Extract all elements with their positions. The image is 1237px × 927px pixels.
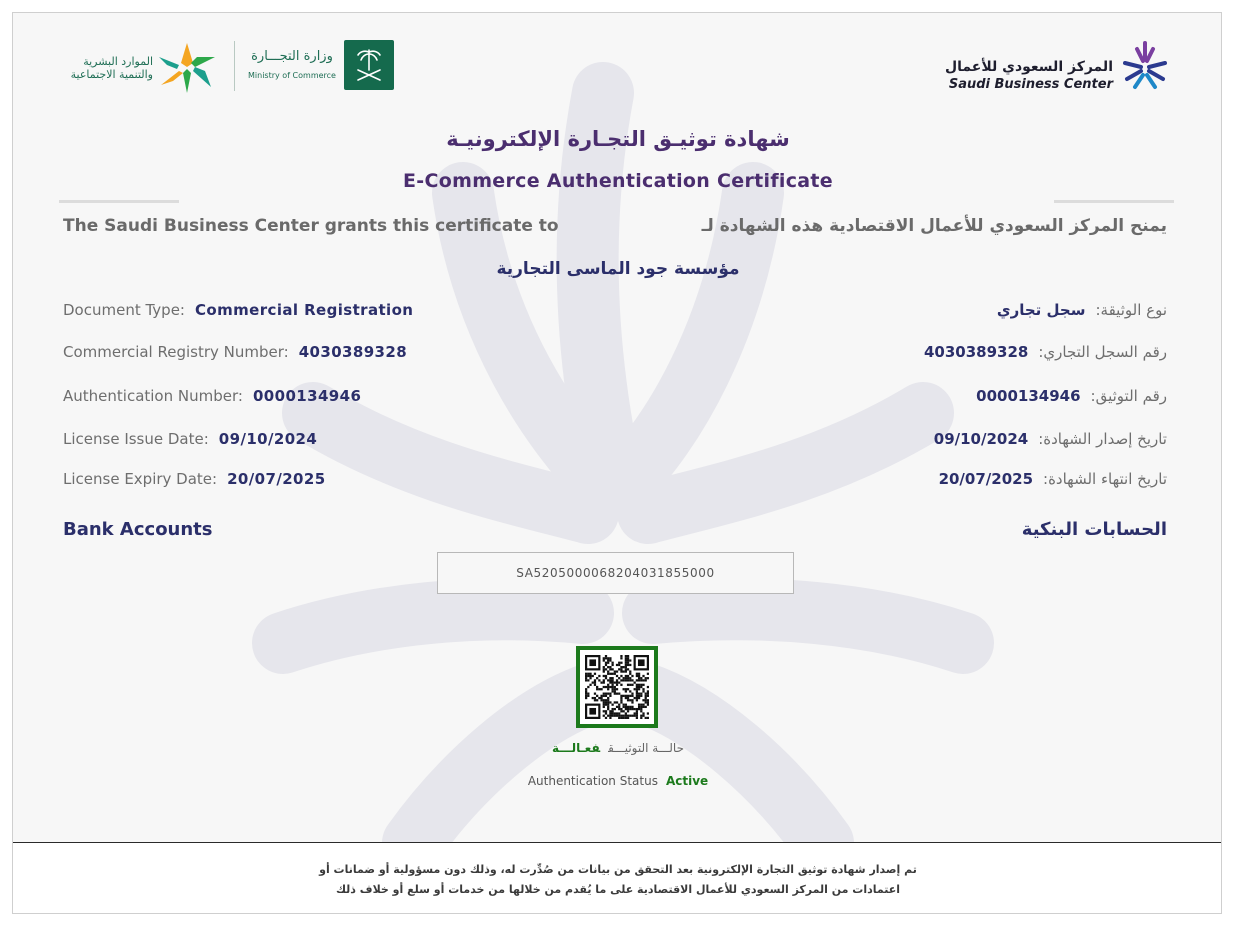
cr-number-row-en	[63, 343, 407, 361]
auth-number-value: 0000134946	[252, 387, 362, 405]
iban-value: SA5205000068204031855000	[516, 566, 715, 580]
status-row-en	[13, 774, 1222, 788]
document-type-label: Document Type:	[63, 301, 185, 319]
sbc-name-ar: المركز السعودي للأعمال	[945, 59, 1113, 75]
status-value-en: Active	[665, 774, 709, 788]
cr-number-label: Commercial Registry Number:	[63, 343, 289, 361]
auth-number-label-ar: رقم التوثيق:	[1090, 387, 1167, 405]
certificate	[12, 12, 1222, 914]
saudi-emblem-icon	[344, 40, 394, 90]
cr-number-label-ar: رقم السجل التجاري:	[1038, 343, 1167, 361]
expiry-date-row-en	[63, 470, 326, 488]
footer-line-1: تم إصدار شهادة توثيق التجارة الإلكترونية بعد التحقق من بيانات من صُدِّرت له، وذلك دون مسؤولية أو ضمانات أو	[319, 863, 917, 876]
auth-number-value-ar: 0000134946	[976, 387, 1081, 405]
grant-text-en: The Saudi Business Center grants this certificate to	[63, 216, 559, 236]
expiry-date-row-ar	[939, 470, 1167, 488]
footer-line-2: اعتمادات من المركز السعودي للأعمال الاقتصادية على ما يُقدم من خلالها من خدمات أو سلع أو خلاف ذلك	[335, 883, 901, 896]
issue-date-value-ar: 09/10/2024	[933, 430, 1029, 448]
auth-number-row-en	[63, 387, 361, 405]
title-ar: شهادة توثيـق التجـارة الإلكترونيـة	[446, 127, 790, 151]
issue-date-row-ar	[934, 430, 1167, 448]
divider-left	[59, 200, 179, 203]
auth-number-label: Authentication Number:	[63, 387, 243, 405]
status-label-ar: حالـــة التوثيـــق	[608, 741, 685, 755]
issue-date-label: License Issue Date:	[63, 430, 209, 448]
hr-ministry-star-icon	[155, 39, 219, 95]
bank-accounts-title-en: Bank Accounts	[63, 519, 213, 540]
title-en: E-Commerce Authentication Certificate	[403, 170, 833, 192]
hr-ministry-name	[53, 55, 153, 81]
hr-line1: الموارد البشرية	[83, 55, 153, 68]
issue-date-row-en	[63, 430, 317, 448]
auth-number-row-ar	[976, 387, 1167, 405]
divider-right	[1054, 200, 1174, 203]
moc-name-ar: وزارة التجـــارة	[251, 49, 333, 64]
status-value-ar: فعـالـــة	[551, 741, 601, 755]
sbc-name-en: Saudi Business Center	[948, 77, 1113, 92]
logo-divider	[234, 41, 235, 91]
qr-code[interactable]	[576, 646, 658, 728]
qr-code-icon	[585, 655, 649, 719]
grant-text-ar: يمنح المركز السعودي للأعمال الاقتصادية هذه الشهادة لـ	[701, 216, 1167, 236]
issue-date-label-ar: تاريخ إصدار الشهادة:	[1038, 430, 1167, 448]
company-name: مؤسسة جود الماسى التجارية	[496, 259, 740, 279]
iban-field	[437, 552, 794, 594]
expiry-date-label: License Expiry Date:	[63, 470, 218, 488]
cr-number-value: 4030389328	[298, 343, 408, 361]
hr-line2: والتنمية الاجتماعية	[70, 68, 153, 81]
cr-number-value-ar: 4030389328	[923, 343, 1029, 361]
status-label-en: Authentication Status	[527, 774, 658, 788]
document-type-row-en	[63, 301, 413, 319]
expiry-date-label-ar: تاريخ انتهاء الشهادة:	[1043, 470, 1167, 488]
expiry-date-value: 20/07/2025	[227, 470, 326, 488]
document-type-value-ar: سجل تجاري	[996, 301, 1086, 319]
status-row-ar	[13, 741, 1222, 755]
document-type-value: Commercial Registration	[195, 301, 414, 319]
expiry-date-value-ar: 20/07/2025	[938, 470, 1034, 488]
document-type-label-ar: نوع الوثيقة:	[1095, 301, 1167, 319]
footer-disclaimer	[13, 843, 1222, 914]
cr-number-row-ar	[924, 343, 1167, 361]
moc-name-en: Ministry of Commerce	[248, 71, 336, 80]
issue-date-value: 09/10/2024	[218, 430, 318, 448]
document-type-row-ar	[997, 301, 1167, 319]
bank-accounts-title-ar: الحسابات البنكية	[1021, 519, 1167, 540]
sbc-logo-icon	[1119, 39, 1171, 91]
